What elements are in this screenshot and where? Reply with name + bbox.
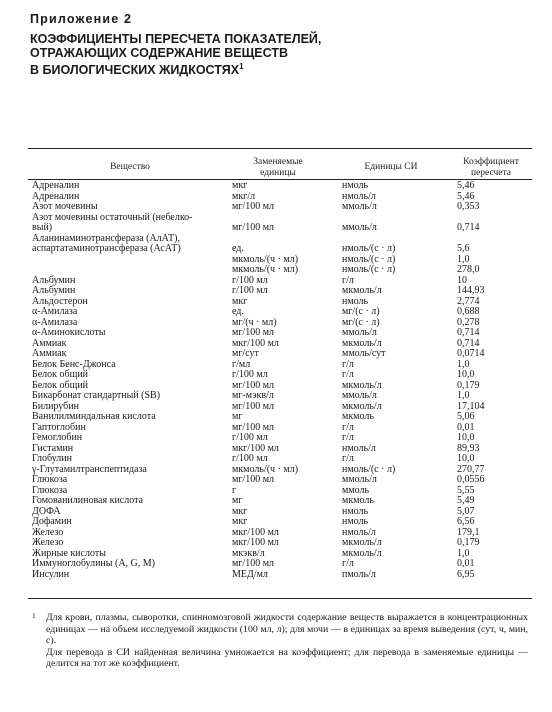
cell-substance: Глюкоза <box>32 484 68 496</box>
cell-coefficient: 0,278 <box>457 316 480 328</box>
cell-coefficient: 0,714 <box>457 337 480 349</box>
cell-substance: Гомованилиновая кислота <box>32 495 144 506</box>
cell-coefficient: 0,0714 <box>457 348 485 359</box>
cell-coefficient: 0,688 <box>457 306 480 317</box>
cell-substance: α-Аминокислоты <box>32 327 106 338</box>
header-si-units: Единицы СИ <box>364 162 418 172</box>
cell-replaced-unit: г/мл <box>232 358 251 370</box>
title-line-3: В БИОЛОГИЧЕСКИХ ЖИДКОСТЯХ$^1$ <box>30 62 244 78</box>
cell-replaced-unit: мкг <box>232 295 248 307</box>
cell-substance: Белок Бенс-Джонса <box>32 358 116 370</box>
cell-si-unit: нмоль <box>342 505 369 517</box>
footnote-paragraph-1: Для крови, плазмы, сыворотки, спинномозговой жидкости содержание веществ выражается в концентрационных единицах — на объем исследуемой жидкости (100 мл, л); для мочи — в единицах за время выведения (сут, ч, мин, с). <box>46 612 528 646</box>
cell-si-unit: нмоль/(с · л) <box>342 463 396 475</box>
cell-coefficient: 0,714 <box>457 222 480 233</box>
document-title <box>30 33 510 78</box>
title-footnote-mark: 1 <box>239 62 244 71</box>
cell-si-unit: г/л <box>342 421 354 433</box>
cell-replaced-unit: мкг <box>232 516 248 527</box>
footnote-paragraph-2: Для перевода в СИ найденная величина умножается на коэффициент; для перевода в заменяемые единицы — делится на тот же коэффициент. <box>46 646 528 669</box>
cell-substance: Альбумин <box>32 274 76 286</box>
cell-coefficient: 10,0 <box>457 432 475 443</box>
cell-coefficient: 0,01 <box>457 558 475 569</box>
cell-coefficient: 6,56 <box>457 516 475 527</box>
cell-substance: Аланинаминотрансфераза (АлАТ), <box>32 232 180 244</box>
cell-replaced-unit: мкг/100 мл <box>232 526 279 538</box>
cell-replaced-unit: ед. <box>232 243 244 254</box>
cell-substance: α-Амилаза <box>32 316 78 328</box>
cell-replaced-unit: мкг/л <box>232 190 256 202</box>
cell-replaced-unit: г <box>232 484 237 496</box>
table-row <box>28 496 532 507</box>
cell-replaced-unit: мкг/100 мл <box>232 337 279 349</box>
cell-si-unit: г/л <box>342 369 354 380</box>
cell-coefficient: 0,353 <box>457 201 480 212</box>
cell-substance: Билирубин <box>32 400 79 412</box>
cell-replaced-unit: мкмоль/(ч · мл) <box>232 264 299 275</box>
cell-replaced-unit: мг/100 мл <box>232 400 275 412</box>
cell-coefficient: 2,774 <box>457 295 480 307</box>
cell-replaced-unit: мг/100 мл <box>232 327 275 338</box>
cell-substance: Аммиак <box>32 337 67 349</box>
title-line-1: КОЭФФИЦИЕНТЫ ПЕРЕСЧЕТА ПОКАЗАТЕЛЕЙ, <box>30 32 322 46</box>
footnote-mark: 1 <box>32 611 36 620</box>
cell-si-unit: ммоль/л <box>342 222 377 233</box>
cell-si-unit: нмоль <box>342 516 369 527</box>
appendix-label: Приложение 2 <box>30 12 133 26</box>
cell-si-unit: ммоль <box>342 484 370 496</box>
cell-replaced-unit: г/100 мл <box>232 453 268 464</box>
cell-si-unit: нмоль <box>342 180 369 191</box>
cell-coefficient: 144,93 <box>457 285 485 296</box>
table-row <box>28 286 532 297</box>
cell-replaced-unit: г/100 мл <box>232 369 268 380</box>
cell-si-unit: г/л <box>342 558 354 569</box>
cell-si-unit: ммоль/л <box>342 390 377 401</box>
cell-substance: Гаптоглобин <box>32 421 86 433</box>
cell-coefficient: 10 <box>457 274 467 286</box>
cell-si-unit: г/л <box>342 432 354 443</box>
cell-substance: Гемоглобин <box>32 432 83 443</box>
cell-substance: аспартатаминотрансфераза (АсАТ) <box>32 243 181 254</box>
cell-coefficient: 0,179 <box>457 379 480 391</box>
cell-replaced-unit: мг/сут <box>232 348 259 359</box>
header-substance: Вещество <box>110 162 150 172</box>
cell-coefficient: 5,46 <box>457 190 475 202</box>
cell-coefficient: 10,0 <box>457 453 475 464</box>
cell-si-unit: мкмоль/л <box>342 337 382 349</box>
cell-coefficient: 1,0 <box>457 358 470 370</box>
title-line-2: ОТРАЖАЮЩИХ СОДЕРЖАНИЕ ВЕЩЕСТВ <box>30 45 289 60</box>
cell-substance: Альбумин <box>32 285 76 296</box>
cell-replaced-unit: мкэкв/л <box>232 547 265 559</box>
table-row <box>28 517 532 528</box>
cell-replaced-unit: мг <box>232 411 243 422</box>
cell-replaced-unit: г/100 мл <box>232 285 268 296</box>
cell-si-unit: ммоль/сут <box>342 348 386 359</box>
cell-coefficient: 6,95 <box>457 568 475 580</box>
cell-coefficient: 5,07 <box>457 505 475 517</box>
cell-si-unit: мкмоль/л <box>342 537 382 548</box>
cell-substance: Альдостерон <box>32 295 88 307</box>
cell-replaced-unit: мг/100 мл <box>232 201 275 212</box>
cell-replaced-unit: мкг/100 мл <box>232 537 279 548</box>
cell-si-unit: мкмоль <box>342 495 374 506</box>
cell-substance: Глобулин <box>32 453 72 464</box>
cell-substance: Дофамин <box>32 516 72 527</box>
cell-replaced-unit: мкг <box>232 505 248 517</box>
cell-coefficient: 0,714 <box>457 327 480 338</box>
cell-si-unit: нмоль/(с · л) <box>342 264 396 275</box>
cell-si-unit: мг/(с · л) <box>342 316 380 328</box>
table-row <box>28 349 532 360</box>
cell-substance: Железо <box>32 526 64 538</box>
cell-replaced-unit: мг <box>232 495 243 506</box>
table-row <box>28 223 532 234</box>
cell-si-unit: мг/(с · л) <box>342 306 380 317</box>
cell-si-unit: нмоль <box>342 295 369 307</box>
cell-coefficient: 179,1 <box>457 526 480 538</box>
table-row <box>28 412 532 423</box>
cell-si-unit: мкмоль <box>342 411 374 422</box>
cell-replaced-unit: мг/100 мл <box>232 222 275 233</box>
cell-substance: Азот мочевины остаточный (небелко- <box>32 211 193 223</box>
cell-replaced-unit: мг/100 мл <box>232 474 275 485</box>
cell-substance: Железо <box>32 537 64 548</box>
table-bottom-rule <box>28 598 532 599</box>
cell-replaced-unit: мкг <box>232 180 248 191</box>
cell-coefficient: 0,0556 <box>457 474 485 485</box>
cell-coefficient: 0,01 <box>457 421 475 433</box>
cell-coefficient: 5,6 <box>457 243 470 254</box>
cell-si-unit: мкмоль/л <box>342 379 382 391</box>
cell-coefficient: 89,93 <box>457 442 480 454</box>
cell-substance: α-Амилаза <box>32 306 78 317</box>
cell-coefficient: 0,179 <box>457 537 480 548</box>
cell-replaced-unit: ед. <box>232 306 244 317</box>
cell-coefficient: 5,46 <box>457 180 475 191</box>
cell-coefficient: 5,49 <box>457 495 475 506</box>
cell-replaced-unit: мкмоль/(ч · мл) <box>232 253 299 265</box>
cell-substance: Адреналин <box>32 190 80 202</box>
cell-substance: Гистамин <box>32 442 74 454</box>
cell-substance: Адреналин <box>32 180 80 191</box>
cell-si-unit: нмоль/(с · л) <box>342 243 396 254</box>
cell-si-unit: нмоль/л <box>342 526 376 538</box>
table-top-rule <box>28 148 532 149</box>
cell-replaced-unit: мг/100 мл <box>232 379 275 391</box>
table-row <box>28 181 532 192</box>
cell-si-unit: ммоль/л <box>342 474 377 485</box>
table-row <box>28 244 532 255</box>
cell-si-unit: мкмоль/л <box>342 400 382 412</box>
table-row <box>28 370 532 381</box>
cell-replaced-unit: мкмоль/(ч · мл) <box>232 463 299 475</box>
cell-substance: ДОФА <box>32 505 61 517</box>
cell-coefficient: 1,0 <box>457 390 470 401</box>
cell-coefficient: 1,0 <box>457 253 470 265</box>
header-replaced-units: Заменяемые единицы <box>253 157 303 178</box>
cell-substance: вый) <box>32 222 53 233</box>
cell-substance: Инсулин <box>32 568 70 580</box>
table-row <box>28 559 532 570</box>
table-row <box>28 570 532 581</box>
cell-coefficient: 270,77 <box>457 463 485 475</box>
table-row <box>28 307 532 318</box>
footnote <box>32 612 528 670</box>
header-coefficient: Коэффициент пересчета <box>463 157 519 178</box>
table-body <box>28 181 532 580</box>
cell-si-unit: нмоль/л <box>342 190 376 202</box>
cell-coefficient: 10,0 <box>457 369 475 380</box>
cell-substance: Бикарбонат стандартный (SB) <box>32 390 161 401</box>
cell-replaced-unit: г/100 мл <box>232 432 268 443</box>
cell-si-unit: ммоль/л <box>342 201 377 212</box>
cell-substance: Иммуноглобулины (A, G, M) <box>32 558 155 569</box>
cell-coefficient: 1,0 <box>457 547 470 559</box>
cell-si-unit: ммоль/л <box>342 327 377 338</box>
table-row <box>28 454 532 465</box>
table-row <box>28 433 532 444</box>
table-row <box>28 265 532 276</box>
cell-replaced-unit: мг/100 мл <box>232 558 275 569</box>
cell-replaced-unit: мг/100 мл <box>232 421 275 433</box>
cell-substance: γ-Глутамилтранспептидаза <box>32 463 147 475</box>
table-row <box>28 538 532 549</box>
cell-substance: Аммиак <box>32 348 67 359</box>
cell-replaced-unit: мкг/100 мл <box>232 442 279 454</box>
cell-substance: Жирные кислоты <box>32 547 106 559</box>
cell-si-unit: нмоль/(с · л) <box>342 253 396 265</box>
table-row <box>28 391 532 402</box>
cell-substance: Глюкоза <box>32 474 68 485</box>
cell-si-unit: мкмоль/л <box>342 547 382 559</box>
cell-si-unit: мкмоль/л <box>342 285 382 296</box>
cell-si-unit: г/л <box>342 453 354 464</box>
cell-replaced-unit: мг-мэкв/л <box>232 390 274 401</box>
cell-replaced-unit: г/100 мл <box>232 274 268 286</box>
table-row <box>28 202 532 213</box>
table-row <box>28 328 532 339</box>
cell-coefficient: 5,06 <box>457 411 475 422</box>
cell-coefficient: 5,55 <box>457 484 475 496</box>
cell-coefficient: 17,104 <box>457 400 485 412</box>
cell-substance: Белок общий <box>32 379 89 391</box>
cell-replaced-unit: мг/(ч · мл) <box>232 316 277 328</box>
cell-si-unit: г/л <box>342 274 354 286</box>
cell-si-unit: пмоль/л <box>342 568 376 580</box>
cell-substance: Азот мочевины <box>32 201 98 212</box>
cell-si-unit: г/л <box>342 358 354 370</box>
footnote-item <box>32 612 528 670</box>
cell-replaced-unit: МЕД/мл <box>232 568 268 580</box>
table-row <box>28 475 532 486</box>
cell-coefficient: 278,0 <box>457 264 480 275</box>
cell-substance: Белок общий <box>32 369 89 380</box>
cell-substance: Ванилилминдальная кислота <box>32 411 156 422</box>
cell-si-unit: нмоль/л <box>342 442 376 454</box>
